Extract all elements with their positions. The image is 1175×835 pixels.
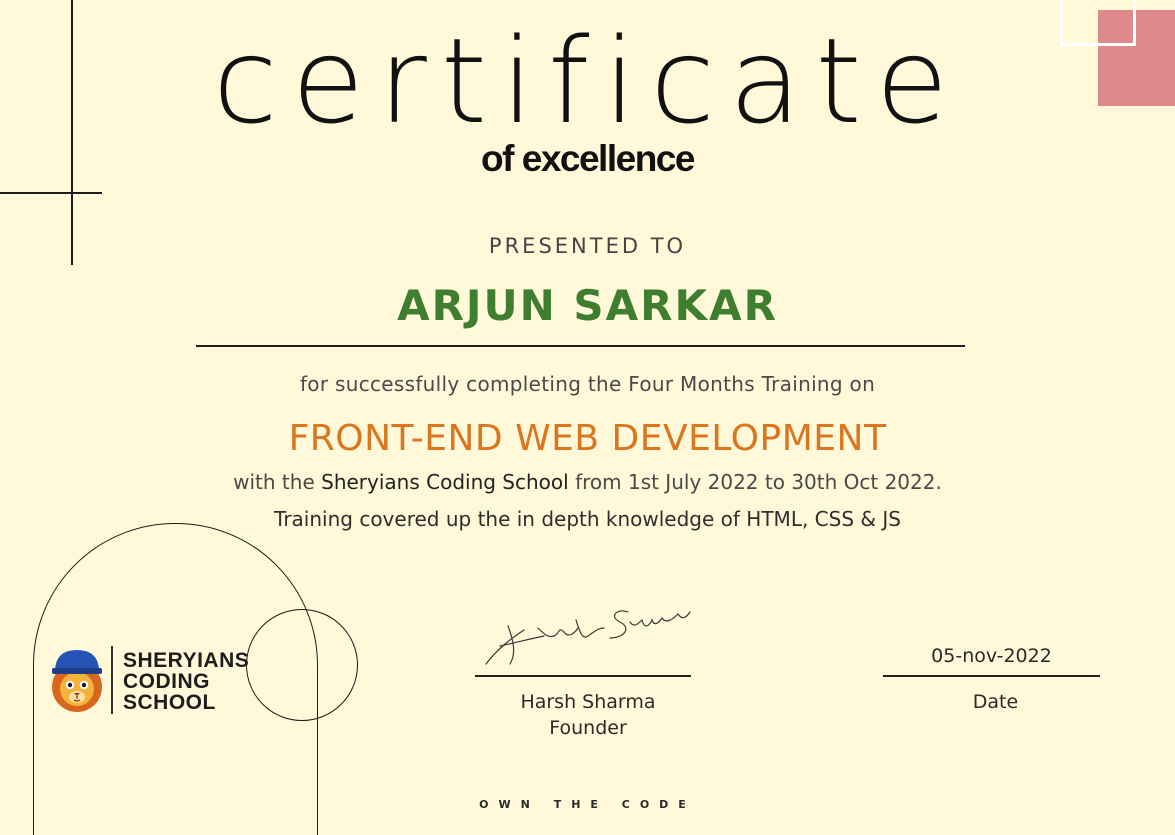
signatory-role: Founder bbox=[549, 717, 627, 739]
school-logo-text bbox=[123, 650, 249, 713]
certificate-subtitle: of excellence bbox=[481, 138, 694, 179]
founder-signature bbox=[478, 598, 693, 672]
logo-divider bbox=[111, 646, 113, 714]
decorative-horizontal-line bbox=[0, 192, 102, 194]
presented-to-label: PRESENTED TO bbox=[488, 234, 687, 258]
signatory-name: Harsh Sharma bbox=[520, 691, 656, 713]
logo-line-1: SHERYIANS bbox=[123, 649, 250, 672]
signature-line bbox=[475, 675, 691, 677]
logo-line-2: CODING bbox=[123, 670, 210, 693]
with-prefix: with the bbox=[233, 470, 315, 494]
training-period: from 1st July 2022 to 30th Oct 2022. bbox=[575, 470, 942, 494]
lion-mascot-icon bbox=[48, 644, 106, 716]
recipient-name: ARJUN SARKAR bbox=[397, 281, 778, 330]
issue-date: 05-nov-2022 bbox=[931, 645, 1052, 667]
school-name: Sheryians Coding School bbox=[321, 470, 569, 494]
recipient-underline bbox=[196, 345, 965, 347]
school-period-line bbox=[0, 470, 1175, 494]
coverage-statement: Training covered up the in depth knowledge of HTML, CSS & JS bbox=[274, 507, 901, 531]
tagline: OWN THE CODE bbox=[479, 798, 696, 811]
date-label: Date bbox=[972, 691, 1019, 713]
certificate-title: certificate bbox=[212, 12, 963, 150]
logo-line-3: SCHOOL bbox=[123, 691, 216, 714]
decorative-circle bbox=[246, 609, 358, 721]
completion-statement: for successfully completing the Four Months Training on bbox=[299, 372, 876, 396]
course-title: FRONT-END WEB DEVELOPMENT bbox=[288, 418, 887, 459]
date-line bbox=[883, 675, 1100, 677]
